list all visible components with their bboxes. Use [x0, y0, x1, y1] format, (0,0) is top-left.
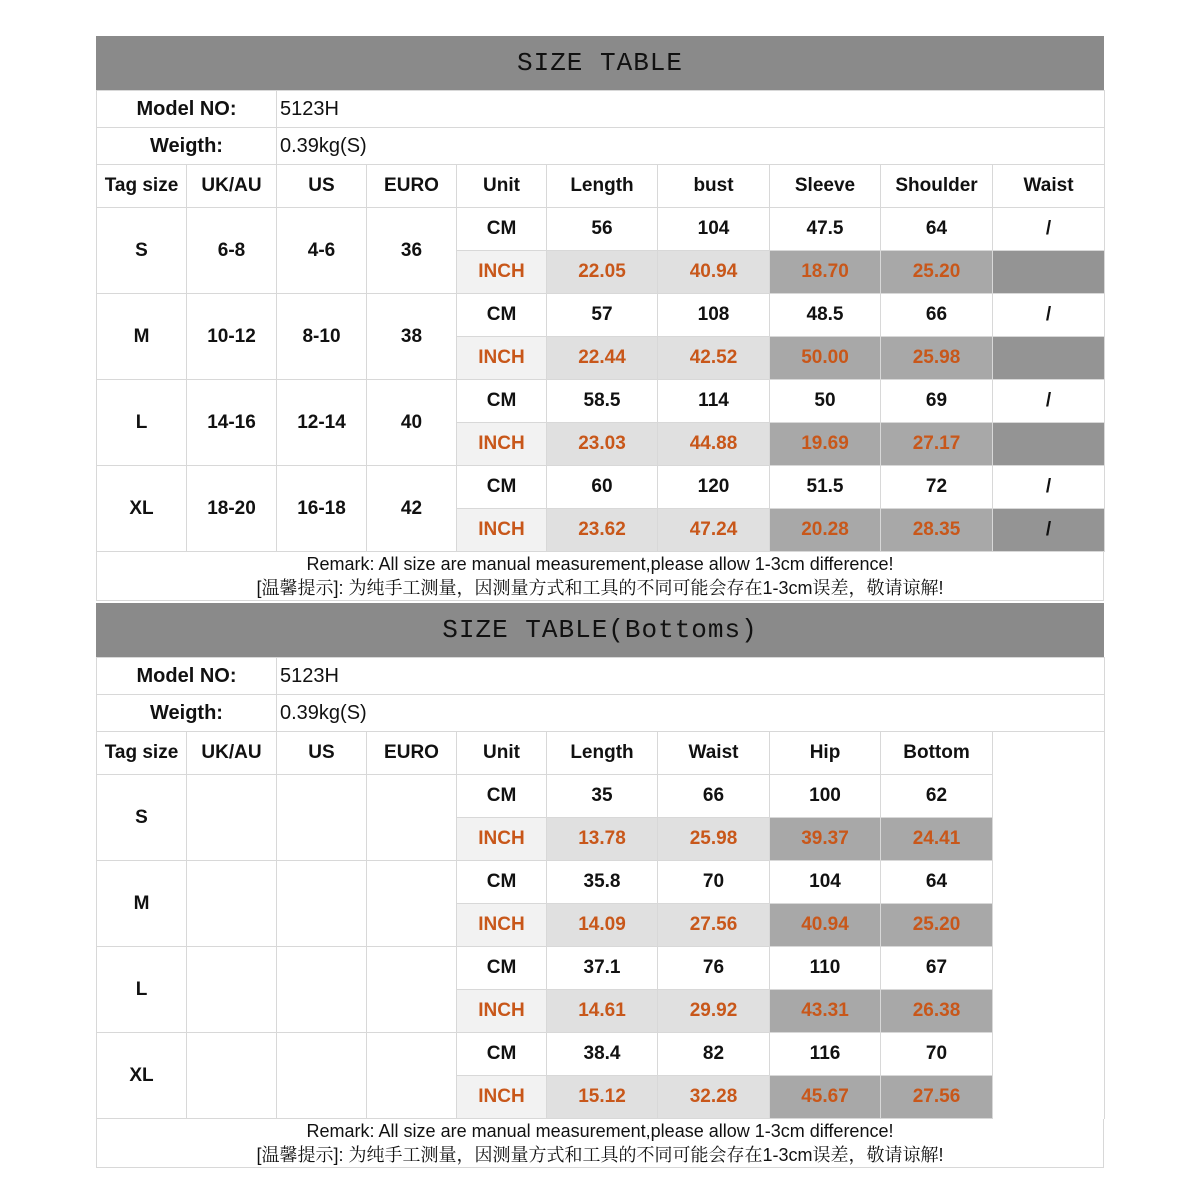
table-row	[97, 1033, 1105, 1076]
weight-label: Weigth:	[97, 695, 277, 732]
euro-size: 40	[367, 380, 457, 466]
unit-inch: INCH	[457, 509, 547, 552]
header-cell: Tag size	[97, 165, 187, 208]
unit-cm: CM	[457, 861, 547, 904]
bottom-inch: 27.56	[881, 1076, 993, 1119]
length-inch: 15.12	[547, 1076, 658, 1119]
unit-inch: INCH	[457, 818, 547, 861]
header-cell: UK/AU	[187, 732, 277, 775]
empty-cell	[993, 861, 1105, 904]
waist-cm: /	[993, 466, 1105, 509]
uk-au-size	[187, 775, 277, 861]
header-cell: bust	[658, 165, 770, 208]
table-row	[97, 947, 1105, 990]
length-inch: 23.62	[547, 509, 658, 552]
sleeve-cm: 50	[770, 380, 881, 423]
hip-cm: 104	[770, 861, 881, 904]
waist-inch	[993, 423, 1105, 466]
waist-inch	[993, 337, 1105, 380]
waist-inch: 29.92	[658, 990, 770, 1033]
header-cell: Tag size	[97, 732, 187, 775]
euro-size: 38	[367, 294, 457, 380]
length-cm: 38.4	[547, 1033, 658, 1076]
us-size	[277, 1033, 367, 1119]
shoulder-cm: 72	[881, 466, 993, 509]
length-cm: 35	[547, 775, 658, 818]
bottom-weight-row	[97, 695, 1105, 732]
waist-inch	[993, 251, 1105, 294]
unit-inch: INCH	[457, 990, 547, 1033]
length-inch: 13.78	[547, 818, 658, 861]
shoulder-cm: 69	[881, 380, 993, 423]
us-size	[277, 775, 367, 861]
unit-cm: CM	[457, 775, 547, 818]
header-cell: Hip	[770, 732, 881, 775]
bottom-model-row	[97, 658, 1105, 695]
uk-au-size: 14-16	[187, 380, 277, 466]
shoulder-inch: 28.35	[881, 509, 993, 552]
uk-au-size: 18-20	[187, 466, 277, 552]
uk-au-size	[187, 947, 277, 1033]
header-cell: UK/AU	[187, 165, 277, 208]
unit-cm: CM	[457, 294, 547, 337]
tag-size: S	[97, 208, 187, 294]
waist-cm: 76	[658, 947, 770, 990]
empty-cell	[993, 947, 1105, 990]
tag-size: L	[97, 380, 187, 466]
model-value: 5123H	[277, 91, 1105, 128]
unit-inch: INCH	[457, 904, 547, 947]
us-size	[277, 947, 367, 1033]
table-row	[97, 466, 1105, 509]
us-size: 4-6	[277, 208, 367, 294]
uk-au-size	[187, 1033, 277, 1119]
hip-inch: 45.67	[770, 1076, 881, 1119]
sleeve-inch: 20.28	[770, 509, 881, 552]
bottom-cm: 64	[881, 861, 993, 904]
unit-cm: CM	[457, 208, 547, 251]
model-value: 5123H	[277, 658, 1105, 695]
header-cell: Unit	[457, 165, 547, 208]
waist-inch: 27.56	[658, 904, 770, 947]
euro-size	[367, 947, 457, 1033]
length-inch: 23.03	[547, 423, 658, 466]
top-model-row	[97, 91, 1105, 128]
waist-cm: 70	[658, 861, 770, 904]
unit-cm: CM	[457, 947, 547, 990]
tag-size: L	[97, 947, 187, 1033]
top-weight-row	[97, 128, 1105, 165]
bottom-cm: 67	[881, 947, 993, 990]
header-cell: EURO	[367, 732, 457, 775]
sleeve-inch: 18.70	[770, 251, 881, 294]
empty-cell	[993, 904, 1105, 947]
length-cm: 57	[547, 294, 658, 337]
us-size: 8-10	[277, 294, 367, 380]
table-row	[97, 380, 1105, 423]
sleeve-inch: 19.69	[770, 423, 881, 466]
bottom-inch: 24.41	[881, 818, 993, 861]
top-title: SIZE TABLE	[96, 36, 1104, 90]
header-cell: EURO	[367, 165, 457, 208]
waist-cm: 66	[658, 775, 770, 818]
weight-label: Weigth:	[97, 128, 277, 165]
empty-cell	[993, 775, 1105, 818]
size-table-bottoms	[96, 603, 1104, 1168]
model-label: Model NO:	[97, 658, 277, 695]
empty-cell	[993, 1076, 1105, 1119]
remark-chinese: [温馨提示]: 为纯手工测量，因测量方式和工具的不同可能会存在1-3cm误差，敬请谅解!	[256, 1145, 944, 1165]
header-cell: Sleeve	[770, 165, 881, 208]
remark-english: Remark: All size are manual measurement,please allow 1-3cm difference!	[306, 1121, 894, 1141]
tag-size: M	[97, 294, 187, 380]
bust-inch: 44.88	[658, 423, 770, 466]
length-inch: 22.44	[547, 337, 658, 380]
shoulder-cm: 64	[881, 208, 993, 251]
bust-inch: 42.52	[658, 337, 770, 380]
euro-size	[367, 861, 457, 947]
tag-size: M	[97, 861, 187, 947]
tag-size: XL	[97, 466, 187, 552]
empty-cell	[993, 1033, 1105, 1076]
euro-size: 36	[367, 208, 457, 294]
bust-inch: 40.94	[658, 251, 770, 294]
length-inch: 22.05	[547, 251, 658, 294]
euro-size	[367, 775, 457, 861]
sleeve-cm: 48.5	[770, 294, 881, 337]
euro-size: 42	[367, 466, 457, 552]
bottom-grid	[96, 657, 1105, 1119]
sleeve-inch: 50.00	[770, 337, 881, 380]
unit-cm: CM	[457, 1033, 547, 1076]
shoulder-inch: 25.98	[881, 337, 993, 380]
hip-inch: 43.31	[770, 990, 881, 1033]
header-cell: US	[277, 732, 367, 775]
length-cm: 37.1	[547, 947, 658, 990]
length-cm: 58.5	[547, 380, 658, 423]
header-cell: US	[277, 165, 367, 208]
hip-cm: 100	[770, 775, 881, 818]
length-cm: 60	[547, 466, 658, 509]
bust-cm: 104	[658, 208, 770, 251]
waist-cm: 82	[658, 1033, 770, 1076]
bust-inch: 47.24	[658, 509, 770, 552]
tag-size: XL	[97, 1033, 187, 1119]
top-header-row	[97, 165, 1105, 208]
table-row	[97, 208, 1105, 251]
length-cm: 35.8	[547, 861, 658, 904]
hip-cm: 116	[770, 1033, 881, 1076]
waist-inch: 32.28	[658, 1076, 770, 1119]
sleeve-cm: 51.5	[770, 466, 881, 509]
bottom-remark	[96, 1119, 1104, 1168]
hip-inch: 40.94	[770, 904, 881, 947]
header-cell: Length	[547, 732, 658, 775]
hip-cm: 110	[770, 947, 881, 990]
unit-inch: INCH	[457, 337, 547, 380]
bust-cm: 114	[658, 380, 770, 423]
us-size: 12-14	[277, 380, 367, 466]
uk-au-size: 10-12	[187, 294, 277, 380]
us-size: 16-18	[277, 466, 367, 552]
waist-cm: /	[993, 294, 1105, 337]
waist-cm: /	[993, 380, 1105, 423]
shoulder-inch: 25.20	[881, 251, 993, 294]
bust-cm: 120	[658, 466, 770, 509]
bust-cm: 108	[658, 294, 770, 337]
model-label: Model NO:	[97, 91, 277, 128]
empty-cell	[993, 732, 1105, 775]
unit-inch: INCH	[457, 423, 547, 466]
shoulder-inch: 27.17	[881, 423, 993, 466]
header-cell: Unit	[457, 732, 547, 775]
bottom-cm: 70	[881, 1033, 993, 1076]
top-grid	[96, 90, 1105, 552]
size-table-top	[96, 36, 1104, 601]
bottom-inch: 25.20	[881, 904, 993, 947]
table-row	[97, 775, 1105, 818]
table-row	[97, 294, 1105, 337]
remark-chinese: [温馨提示]: 为纯手工测量，因测量方式和工具的不同可能会存在1-3cm误差，敬请谅解!	[256, 578, 944, 598]
bottom-title: SIZE TABLE(Bottoms)	[96, 603, 1104, 657]
waist-inch: 25.98	[658, 818, 770, 861]
bottom-cm: 62	[881, 775, 993, 818]
unit-inch: INCH	[457, 251, 547, 294]
euro-size	[367, 1033, 457, 1119]
weight-value: 0.39kg(S)	[277, 128, 1105, 165]
table-row	[97, 861, 1105, 904]
sleeve-cm: 47.5	[770, 208, 881, 251]
hip-inch: 39.37	[770, 818, 881, 861]
unit-cm: CM	[457, 466, 547, 509]
header-cell: Bottom	[881, 732, 993, 775]
top-remark	[96, 552, 1104, 601]
header-cell: Waist	[658, 732, 770, 775]
unit-cm: CM	[457, 380, 547, 423]
length-inch: 14.61	[547, 990, 658, 1033]
tag-size: S	[97, 775, 187, 861]
shoulder-cm: 66	[881, 294, 993, 337]
weight-value: 0.39kg(S)	[277, 695, 1105, 732]
us-size	[277, 861, 367, 947]
header-cell: Length	[547, 165, 658, 208]
uk-au-size	[187, 861, 277, 947]
header-cell: Shoulder	[881, 165, 993, 208]
bottom-header-row	[97, 732, 1105, 775]
header-cell: Waist	[993, 165, 1105, 208]
remark-english: Remark: All size are manual measurement,please allow 1-3cm difference!	[306, 554, 894, 574]
uk-au-size: 6-8	[187, 208, 277, 294]
length-inch: 14.09	[547, 904, 658, 947]
empty-cell	[993, 990, 1105, 1033]
bottom-inch: 26.38	[881, 990, 993, 1033]
waist-cm: /	[993, 208, 1105, 251]
length-cm: 56	[547, 208, 658, 251]
unit-inch: INCH	[457, 1076, 547, 1119]
waist-inch: /	[993, 509, 1105, 552]
empty-cell	[993, 818, 1105, 861]
